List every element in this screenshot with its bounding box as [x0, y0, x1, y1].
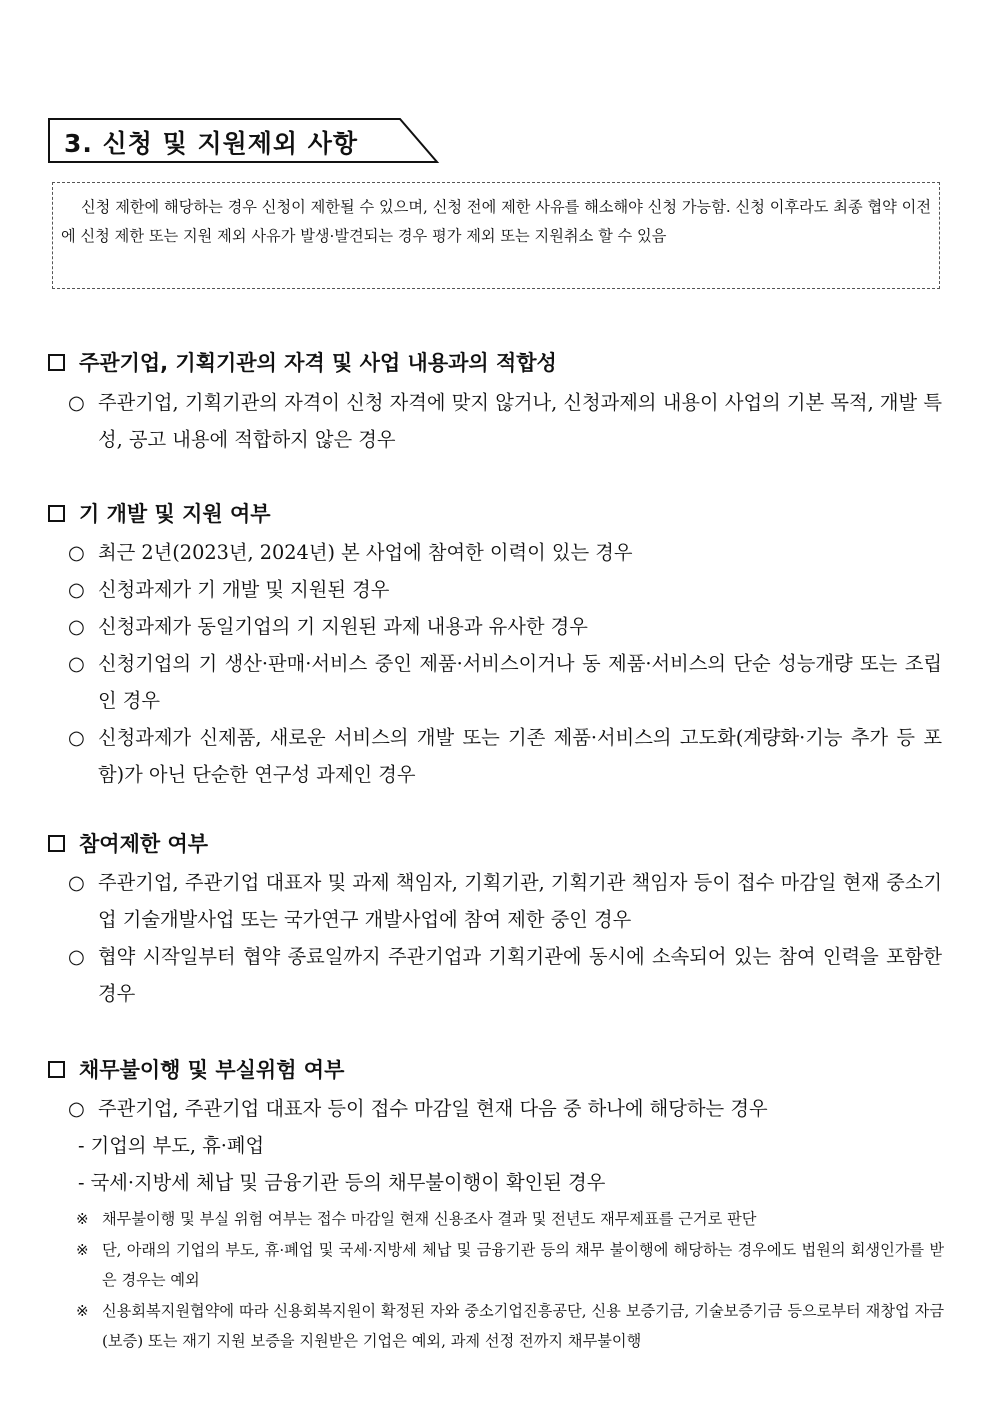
list-item	[68, 719, 942, 793]
section-heading-prior-development	[48, 498, 271, 528]
reference-mark-icon: ※	[76, 1210, 89, 1228]
section-heading-default-risk	[48, 1054, 344, 1084]
dash-item: - 기업의 부도, 휴·폐업	[78, 1134, 265, 1157]
list-item-text: 주관기업, 주관기업 대표자 등이 접수 마감일 현재 다음 중 하나에 해당하는 경우	[98, 1097, 768, 1120]
circle-bullet-icon: ○	[68, 541, 85, 564]
list-item	[68, 608, 942, 645]
note-item	[76, 1204, 944, 1234]
list-item	[68, 645, 942, 719]
note-text: 단, 아래의 기업의 부도, 휴·폐업 및 국세·지방세 체납 및 금융기관 등의 채무 불이행에 해당하는 경우에도 법원의 회생인가를 받은 경우는 예외	[102, 1241, 944, 1289]
checkbox-square-icon	[48, 354, 65, 371]
list-item	[68, 534, 942, 571]
list-item-text: 최근 2년(2023년, 2024년) 본 사업에 참여한 이력이 있는 경우	[98, 541, 633, 564]
list-item	[68, 384, 942, 458]
circle-bullet-icon: ○	[68, 871, 85, 894]
note-item	[76, 1235, 944, 1295]
list-item	[68, 938, 942, 1012]
circle-bullet-icon: ○	[68, 1097, 85, 1120]
list-item-text: 신청과제가 동일기업의 기 지원된 과제 내용과 유사한 경우	[98, 615, 588, 638]
list-item	[68, 1090, 942, 1127]
circle-bullet-icon: ○	[68, 726, 85, 749]
reference-mark-icon: ※	[76, 1302, 89, 1320]
list-item-text: 협약 시작일부터 협약 종료일까지 주관기업과 기획기관에 동시에 소속되어 있는 참여 인력을 포함한 경우	[98, 945, 942, 1005]
list-item-text: 신청과제가 기 개발 및 지원된 경우	[98, 578, 390, 601]
list-item-text: 주관기업, 기획기관의 자격이 신청 자격에 맞지 않거나, 신청과제의 내용이 사업의 기본 목적, 개발 특성, 공고 내용에 적합하지 않은 경우	[98, 391, 942, 451]
list-item-text: 신청기업의 기 생산·판매·서비스 중인 제품·서비스이거나 동 제품·서비스의 단순 성능개량 또는 조립인 경우	[98, 652, 942, 712]
dash-item: - 국세·지방세 체납 및 금융기관 등의 채무불이행이 확인된 경우	[78, 1171, 606, 1194]
section-heading-text: 참여제한 여부	[79, 832, 209, 856]
section-heading-text: 주관기업, 기획기관의 자격 및 사업 내용과의 적합성	[79, 351, 557, 375]
notice-text: 신청 제한에 해당하는 경우 신청이 제한될 수 있으며, 신청 전에 제한 사유를 해소해야 신청 가능함. 신청 이후라도 최종 협약 이전에 신청 제한 또는 지원 제외 사유가 발생·발견되는 경우 평가 제외 또는 지원취소 할 수 있음	[61, 198, 931, 245]
checkbox-square-icon	[48, 1061, 65, 1078]
circle-bullet-icon: ○	[68, 615, 85, 638]
note-item	[76, 1296, 944, 1356]
note-text: 신용회복지원협약에 따라 신용회복지원이 확정된 자와 중소기업진흥공단, 신용 보증기금, 기술보증기금 등으로부터 재창업 자금(보증) 또는 재기 지원 보증을 지원받은 기업은 예외, 과제 선정 전까지 채무불이행	[102, 1302, 944, 1350]
reference-mark-icon: ※	[76, 1241, 89, 1259]
circle-bullet-icon: ○	[68, 652, 85, 675]
circle-bullet-icon: ○	[68, 945, 85, 968]
section-heading-participation-restriction	[48, 828, 208, 858]
section-heading-text: 기 개발 및 지원 여부	[79, 502, 271, 526]
list-item-text: 신청과제가 신제품, 새로운 서비스의 개발 또는 기존 제품·서비스의 고도화(계량화·기능 추가 등 포함)가 아닌 단순한 연구성 과제인 경우	[98, 726, 942, 786]
circle-bullet-icon: ○	[68, 391, 85, 414]
section-title-tab	[48, 118, 438, 164]
checkbox-square-icon	[48, 505, 65, 522]
section-heading-text: 채무불이행 및 부실위험 여부	[79, 1058, 345, 1082]
circle-bullet-icon: ○	[68, 578, 85, 601]
checkbox-square-icon	[48, 835, 65, 852]
section-heading-qualification	[48, 347, 557, 377]
note-text: 채무불이행 및 부실 위험 여부는 접수 마감일 현재 신용조사 결과 및 전년도 재무제표를 근거로 판단	[102, 1210, 757, 1228]
list-item-text: 주관기업, 주관기업 대표자 및 과제 책임자, 기획기관, 기획기관 책임자 등이 접수 마감일 현재 중소기업 기술개발사업 또는 국가연구 개발사업에 참여 제한 중인 경우	[98, 871, 942, 931]
notice-box	[52, 182, 940, 289]
list-item	[68, 864, 942, 938]
section-title: 3. 신청 및 지원제외 사항	[64, 129, 359, 158]
list-item	[68, 571, 942, 608]
